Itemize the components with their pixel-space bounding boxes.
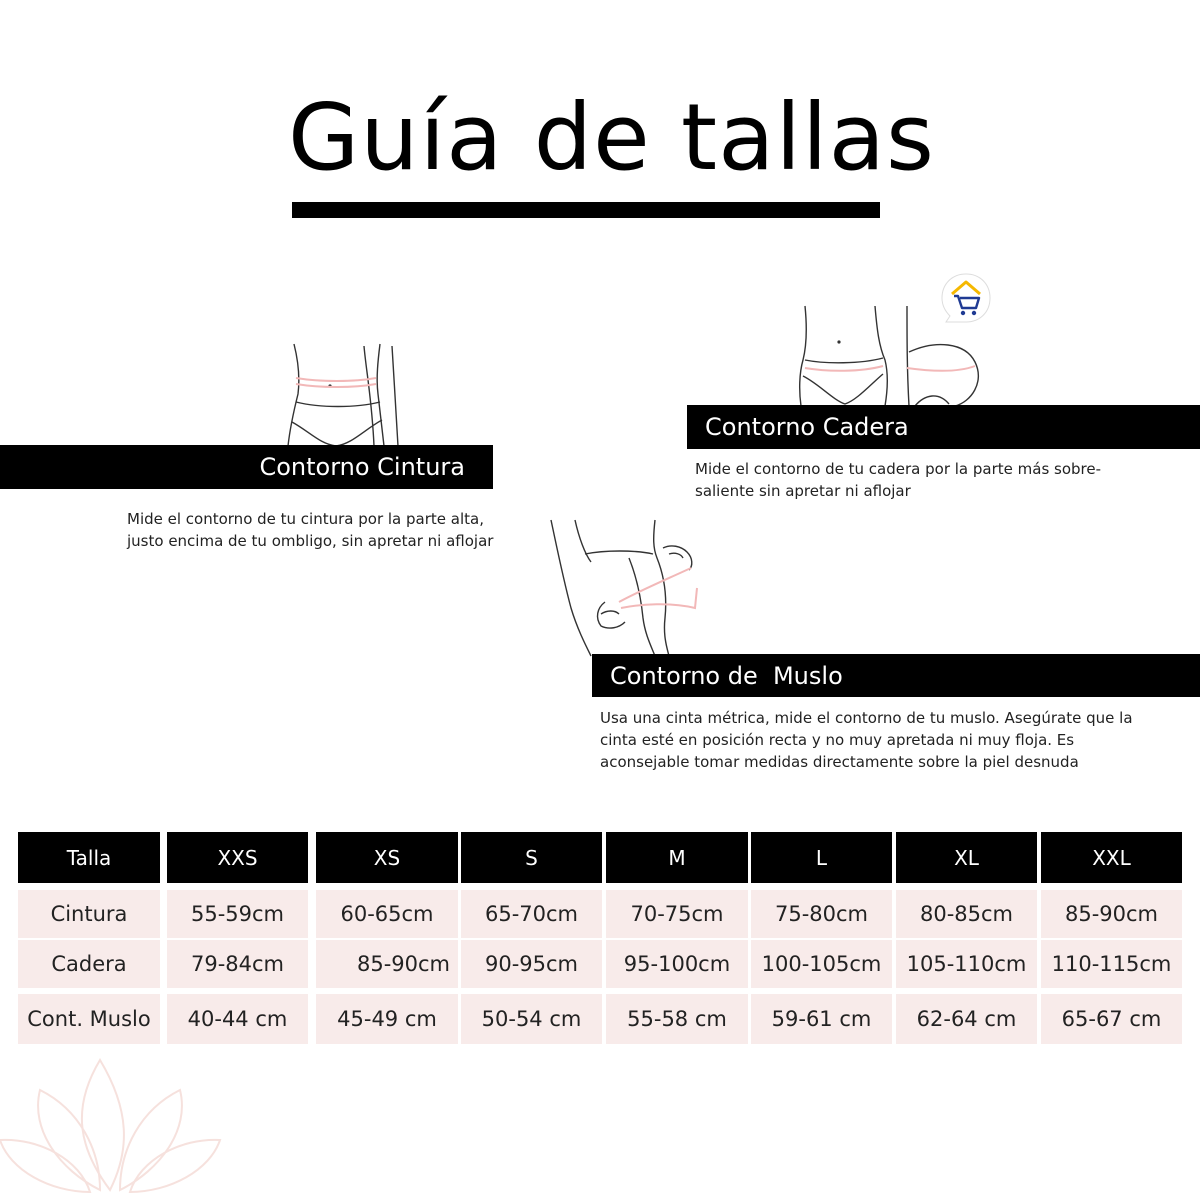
table-cell: 65-67 cm: [1041, 994, 1182, 1044]
table-header-cell: XXS: [167, 832, 308, 883]
table-cell: 45-49 cm: [316, 994, 458, 1044]
table-cell: 85-90cm: [1041, 890, 1182, 938]
table-cell: 59-61 cm: [751, 994, 892, 1044]
table-header-cell: L: [751, 832, 892, 883]
table-header-cell: XL: [896, 832, 1037, 883]
table-cell: 55-59cm: [167, 890, 308, 938]
thigh-description: Usa una cinta métrica, mide el contorno de tu muslo. Asegúrate que la cinta esté en posición recta y no muy apretada ni muy floja. Es aconsejable tomar medidas directamente sobre la piel desnuda: [600, 709, 1133, 771]
hip-section-band: [687, 405, 1200, 449]
table-cell: 70-75cm: [606, 890, 748, 938]
hip-section-label: Contorno Cadera: [705, 413, 909, 441]
table-cell: 100-105cm: [751, 940, 892, 988]
lotus-outline-icon: [0, 1020, 240, 1200]
table-cell: 85-90cm: [316, 940, 458, 988]
table-cell: 110-115cm: [1041, 940, 1182, 988]
hip-description: Mide el contorno de tu cadera por la parte más sobre-saliente sin apretar ni aflojar: [695, 460, 1102, 500]
table-row-label: Cadera: [18, 940, 160, 988]
table-cell: 80-85cm: [896, 890, 1037, 938]
thigh-illustration-icon: [545, 518, 705, 658]
table-header-cell: M: [606, 832, 748, 883]
table-cell: 40-44 cm: [167, 994, 308, 1044]
table-cell: 50-54 cm: [461, 994, 602, 1044]
table-cell: 90-95cm: [461, 940, 602, 988]
thigh-section-label: Contorno de Muslo: [610, 661, 843, 690]
thigh-section-band: [592, 654, 1200, 697]
waist-illustration-icon: [280, 340, 410, 448]
table-cell: 60-65cm: [316, 890, 458, 938]
home-cart-icon: [940, 272, 992, 324]
waist-section-label: Contorno Cintura: [259, 453, 465, 481]
table-header-cell: XXL: [1041, 832, 1182, 883]
table-header-cell: XS: [316, 832, 458, 883]
table-cell: 62-64 cm: [896, 994, 1037, 1044]
table-cell: 55-58 cm: [606, 994, 748, 1044]
table-row-label: Cont. Muslo: [18, 994, 160, 1044]
table-header-cell: S: [461, 832, 602, 883]
table-row-label: Cintura: [18, 890, 160, 938]
page-title: Guía de tallas: [288, 84, 935, 191]
table-cell: 75-80cm: [751, 890, 892, 938]
table-cell: 65-70cm: [461, 890, 602, 938]
table-header-cell: Talla: [18, 832, 160, 883]
title-underline: [292, 202, 880, 218]
table-cell: 95-100cm: [606, 940, 748, 988]
waist-description: Mide el contorno de tu cintura por la parte alta, justo encima de tu ombligo, sin apretar ni aflojar: [127, 510, 494, 550]
waist-section-band: [0, 445, 493, 489]
table-cell: 105-110cm: [896, 940, 1037, 988]
table-cell: 79-84cm: [167, 940, 308, 988]
